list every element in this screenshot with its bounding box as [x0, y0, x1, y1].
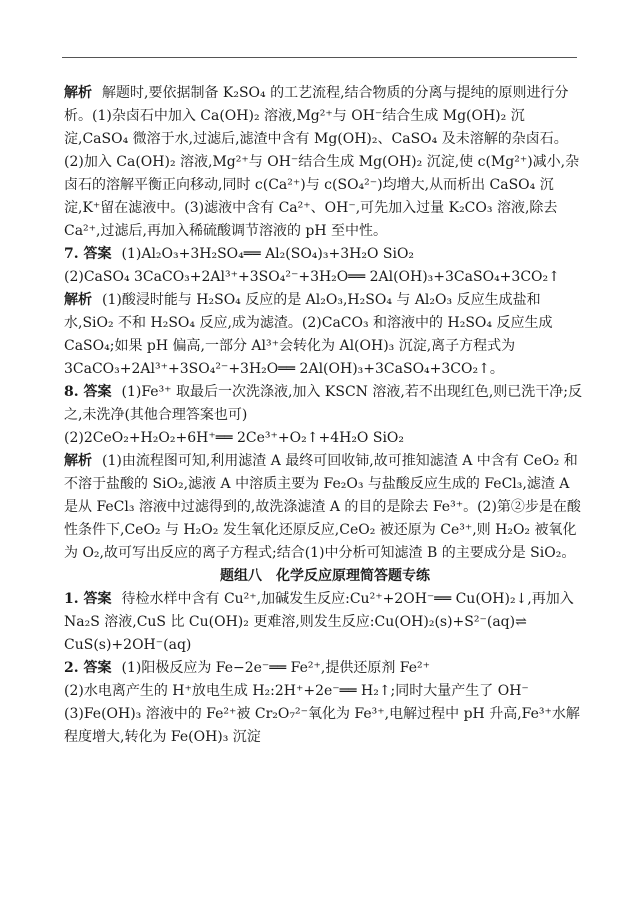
paragraph-text: (1)Al₂O₃+3H₂SO₄══ Al₂(SO₄)₃+3H₂O SiO₂	[121, 246, 415, 262]
answer-label: 8. 答案	[64, 384, 112, 400]
header-rule	[62, 57, 577, 58]
paragraph-text: (2)水电离产生的 H⁺放电生成 H₂:2H⁺+2e⁻══ H₂↑;同时大量产生了 OH⁻	[64, 683, 529, 699]
paragraph-answer-2	[64, 657, 586, 680]
section-title: 题组八 化学反应原理简答题专练	[220, 568, 430, 584]
answer-label: 2. 答案	[64, 660, 112, 676]
paragraph-text: (2)CaSO₄ 3CaCO₃+2Al³⁺+3SO₄²⁻+3H₂O══ 2Al(OH)₃+3CaSO₄+3CO₂↑	[64, 269, 560, 285]
paragraph-analysis-6	[64, 82, 586, 243]
paragraph-text: (1)由流程图可知,利用滤渣 A 最终可回收铈,故可推知滤渣 A 中含有 CeO₂ 和不溶于盐酸的 SiO₂,滤液 A 中溶质主要为 Fe₂O₃ 与盐酸反应生成的 FeCl₃,滤渣 A 是从 FeCl₃ 溶液中过滤得到的,故洗涤滤渣 A 的目的是除去 Fe³⁺。(2)第②步是在酸性条件下,CeO₂ 与 H₂O₂ 发生氧化还原反应,CeO₂ 被还原为 Ce³⁺,则 H₂O₂ 被氧化为 O₂,故可写出反应的离子方程式;结合(1)中分析可知滤渣 B 的主要成分是 SiO₂。	[64, 453, 581, 561]
paragraph-answer-1	[64, 588, 586, 657]
paragraph-answer-7-part2	[64, 266, 586, 289]
paragraph-text: (1)Fe³⁺ 取最后一次洗涤液,加入 KSCN 溶液,若不出现红色,则已洗干净;反之,未洗净(其他合理答案也可)	[64, 384, 582, 423]
paragraph-answer-8	[64, 381, 586, 427]
analysis-label: 解析	[64, 292, 92, 308]
paragraph-answer-7	[64, 243, 586, 266]
paragraph-text: (3)Fe(OH)₃ 溶液中的 Fe²⁺被 Cr₂O₇²⁻氧化为 Fe³⁺,电解过程中 pH 升高,Fe³⁺水解程度增大,转化为 Fe(OH)₃ 沉淀	[64, 706, 580, 745]
paragraph-text: (1)阳极反应为 Fe−2e⁻══ Fe²⁺,提供还原剂 Fe²⁺	[121, 660, 431, 676]
paragraph-text: (1)酸浸时能与 H₂SO₄ 反应的是 Al₂O₃,H₂SO₄ 与 Al₂O₃ 反应生成盐和水,SiO₂ 不和 H₂SO₄ 反应,成为滤渣。(2)CaCO₃ 和溶液中的 H₂SO₄ 反应生成 CaSO₄;如果 pH 偏高,一部分 Al³⁺会转化为 Al(OH)₃ 沉淀,离子方程式为 3CaCO₃+2Al³⁺+3SO₄²⁻+3H₂O══ 2Al(OH)₃+3CaSO₄+3CO₂↑。	[64, 292, 553, 377]
document-body	[64, 82, 586, 749]
answer-label: 1. 答案	[64, 591, 112, 607]
paragraph-answer-8-part2	[64, 427, 586, 450]
analysis-label: 解析	[64, 453, 92, 469]
answer-label: 7. 答案	[64, 246, 112, 262]
analysis-label: 解析	[64, 85, 92, 101]
paragraph-answer-2-part3	[64, 703, 586, 749]
paragraph-text: 解题时,要依据制备 K₂SO₄ 的工艺流程,结合物质的分离与提纯的原则进行分析。(1)杂卤石中加入 Ca(OH)₂ 溶液,Mg²⁺与 OH⁻结合生成 Mg(OH)₂ 沉淀,CaSO₄ 微溶于水,过滤后,滤渣中含有 Mg(OH)₂、CaSO₄ 及未溶解的杂卤石。(2)加入 Ca(OH)₂ 溶液,Mg²⁺与 OH⁻结合生成 Mg(OH)₂ 沉淀,使 c(Mg²⁺)减小,杂卤石的溶解平衡正向移动,同时 c(Ca²⁺)与 c(SO₄²⁻)均增大,从而析出 CaSO₄ 沉淀,K⁺留在滤液中。(3)滤液中含有 Ca²⁺、OH⁻,可先加入过量 K₂CO₃ 溶液,除去 Ca²⁺,过滤后,再加入稀硫酸调节溶液的 pH 至中性。	[64, 85, 580, 239]
paragraph-answer-2-part2	[64, 680, 586, 703]
paragraph-text: 待检水样中含有 Cu²⁺,加碱发生反应:Cu²⁺+2OH⁻══ Cu(OH)₂↓,再加入 Na₂S 溶液,CuS 比 Cu(OH)₂ 更难溶,则发生反应:Cu(OH)₂(s)+S²⁻(aq)⇌ CuS(s)+2OH⁻(aq)	[64, 591, 574, 653]
paragraph-analysis-8	[64, 450, 586, 565]
paragraph-analysis-7	[64, 289, 586, 381]
paragraph-text: (2)2CeO₂+H₂O₂+6H⁺══ 2Ce³⁺+O₂↑+4H₂O SiO₂	[64, 430, 405, 446]
